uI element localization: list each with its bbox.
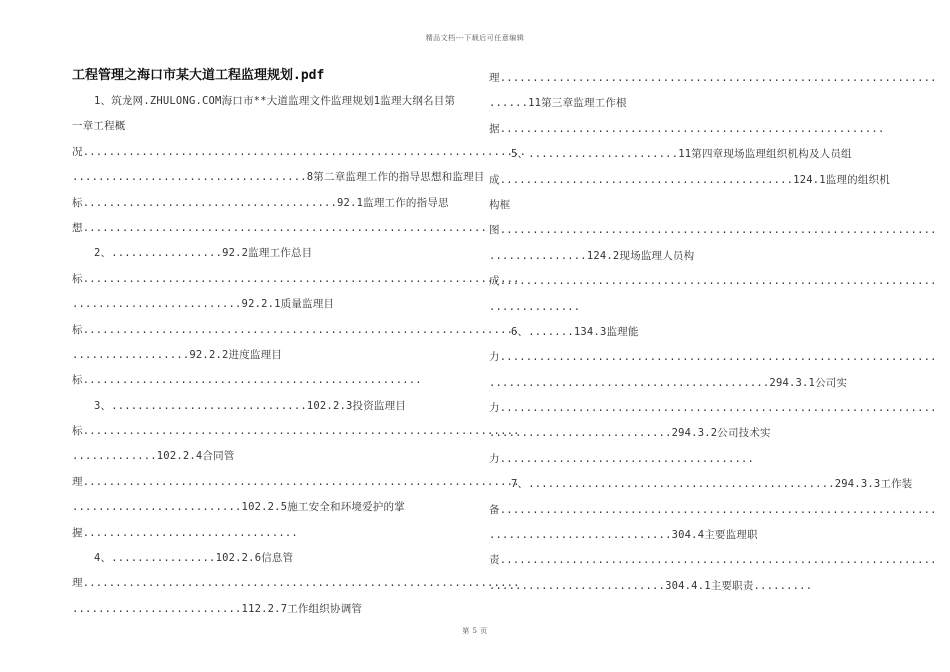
page-header-note: 精品文档---下载后可任意编辑 [425,34,525,42]
toc-line: 2、.................92.2监理工作总目 [94,247,313,260]
toc-line: 标................................................................... [72,323,520,336]
toc-line: 力................................................................... [489,402,937,415]
toc-line: .............. [489,300,581,313]
toc-line: 一章工程概 [72,120,126,133]
toc-line: 责................................................................... [489,554,937,567]
toc-line: 况.................................................................... [72,145,527,158]
page-number: 第 5 页 [462,627,488,635]
toc-line: 标.......................................92.1监理工作的指导思 [72,196,449,209]
document-title: 工程管理之海口市某大道工程监理规划.pdf [72,68,325,83]
toc-line: 想.............................................................. [72,221,488,234]
toc-line: ............................304.4主要监理职 [489,529,758,542]
toc-line: ............................294.3.2公司技术实 [489,427,771,440]
toc-line: 成.............................................124.1监理的组织机 [489,173,890,186]
toc-line: 理................................................................... [489,72,937,84]
toc-line: 标................................................................... [72,272,520,285]
right-toc-lines [489,66,937,599]
toc-line: 理................................................................... [72,475,520,488]
right-column [489,66,937,599]
toc-line: ..................92.2.2进度监理目 [72,348,283,361]
toc-line: ..........................112.2.7工作组织协调管 [72,602,363,615]
toc-line: 成................................................................... [489,275,937,288]
toc-line: ......11第三章监理工作根 [489,97,627,110]
toc-line: ..........................92.2.1质量监理目 [72,298,335,311]
toc-line: ..........................102.2.5施工安全和环境爱护的掌 [72,501,405,514]
toc-line: 构框 [489,198,511,211]
toc-line: .............102.2.4合同管 [72,450,235,463]
toc-line: 标................................................................... [72,425,520,438]
toc-line: 4、................102.2.6信息管 [94,552,294,565]
toc-line: 6、.......134.3监理能 [511,325,639,338]
toc-line: ...........................304.4.1主要职责......... [489,579,813,592]
toc-line: 理................................................................... [72,577,520,590]
toc-line: 1、筑龙网.ZHULONG.COM海口市**大道监理文件监理规划1监理大纲名目第 [94,95,456,107]
toc-line: ...............124.2现场监理人员构 [489,249,695,262]
toc-line: 3、..............................102.2.3投资监理目 [94,399,407,412]
toc-line: 握................................. [72,526,298,539]
toc-line: 据........................................................... [489,122,885,135]
toc-line: 力................................................................... [489,351,937,364]
toc-line: ...........................................294.3.1公司实 [489,376,848,389]
toc-line: 7、...............................................294.3.3工作装 [511,478,913,491]
toc-line: 图................................................................... [489,224,937,237]
toc-line: 备................................................................... [489,503,937,516]
toc-line: ....................................8第二章监理工作的指导思想和监理目 [72,171,485,184]
toc-line: 标.................................................... [72,374,422,387]
toc-line: 力....................................... [489,452,755,465]
toc-line: 5、.......................11第四章现场监理组织机构及人员组 [511,148,852,161]
